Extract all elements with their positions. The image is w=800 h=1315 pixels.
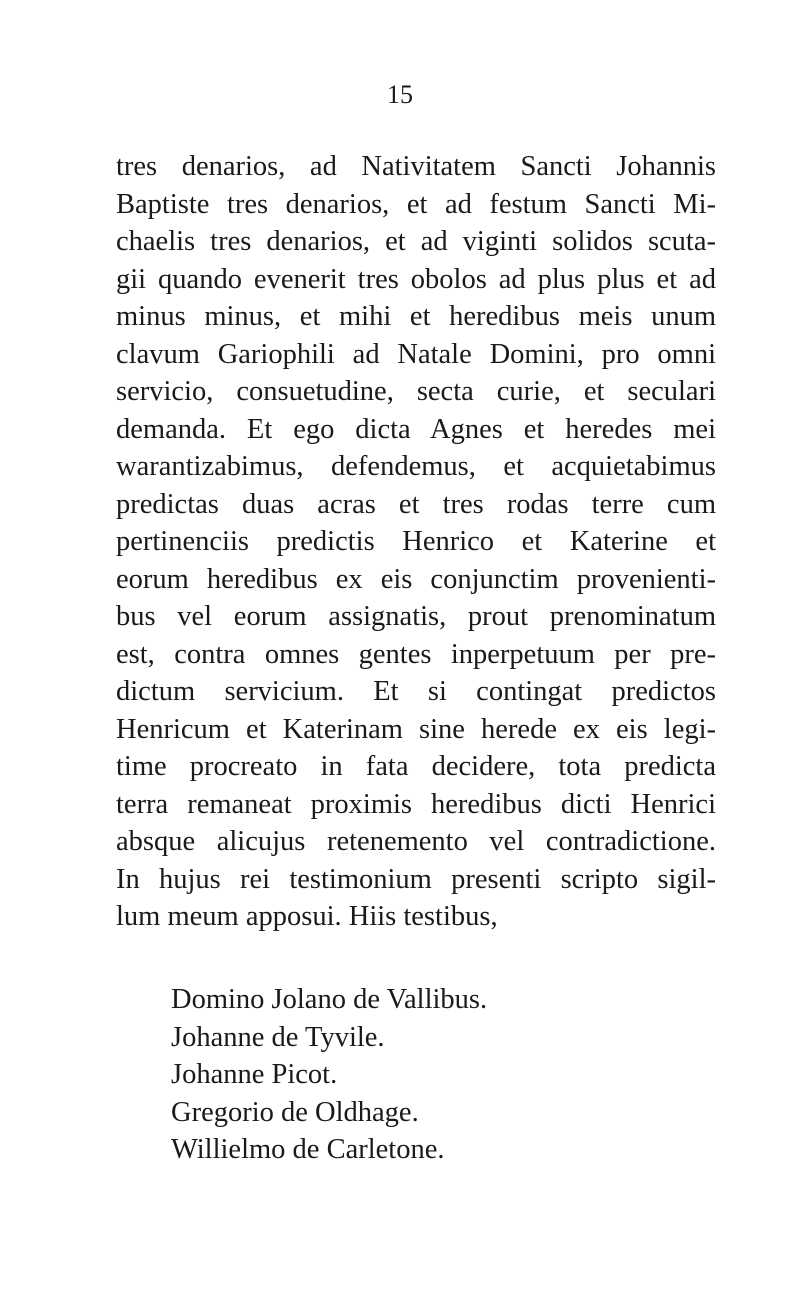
witness-list bbox=[171, 981, 671, 1169]
witness-name: Domino Jolano de Vallibus. bbox=[171, 984, 488, 1015]
witness-name: Willielmo de Carletone. bbox=[171, 1134, 445, 1165]
text-line: dictum servicium. Et si contingat predictos bbox=[116, 676, 716, 707]
witness-name: Johanne de Tyvile. bbox=[171, 1021, 385, 1053]
text-line: tres denarios, ad Nativitatem Sancti Johannis bbox=[116, 151, 716, 182]
text-line: servicio, consuetudine, secta curie, et seculari bbox=[116, 376, 716, 407]
text-line: Henricum et Katerinam sine herede ex eis legi- bbox=[116, 713, 716, 745]
text-line: demanda. Et ego dicta Agnes et heredes mei bbox=[116, 413, 716, 445]
text-line: eorum heredibus ex eis conjunctim provenienti- bbox=[116, 563, 716, 595]
text-line: gii quando evenerit tres obolos ad plus plus et ad bbox=[116, 263, 716, 295]
body-text bbox=[116, 148, 716, 936]
text-line: time procreato in fata decidere, tota predicta bbox=[116, 751, 716, 782]
text-line: lum meum apposui. Hiis testibus, bbox=[116, 901, 498, 932]
text-line: terra remaneat proximis heredibus dicti Henrici bbox=[116, 788, 716, 820]
text-line: minus minus, et mihi et heredibus meis unum bbox=[116, 301, 716, 332]
text-line: bus vel eorum assignatis, prout prenominatum bbox=[116, 601, 716, 632]
text-line: In hujus rei testimonium presenti scripto sigil- bbox=[116, 863, 716, 895]
text-line: warantizabimus, defendemus, et acquietabimus bbox=[116, 451, 716, 482]
text-line: pertinenciis predictis Henrico et Katerine et bbox=[116, 526, 716, 557]
text-line: clavum Gariophili ad Natale Domini, pro omni bbox=[116, 338, 716, 370]
text-line: predictas duas acras et tres rodas terre cum bbox=[116, 488, 716, 520]
page-number: 15 bbox=[387, 80, 413, 109]
text-line: est, contra omnes gentes inperpetuum per pre- bbox=[116, 638, 716, 670]
witness-name: Gregorio de Oldhage. bbox=[171, 1096, 419, 1128]
text-line: absque alicujus retenemento vel contradictione. bbox=[116, 826, 716, 857]
witness-name: Johanne Picot. bbox=[171, 1059, 338, 1090]
text-line: Baptiste tres denarios, et ad festum Sancti Mi- bbox=[116, 188, 716, 220]
text-line: chaelis tres denarios, et ad viginti solidos scuta- bbox=[116, 226, 716, 257]
